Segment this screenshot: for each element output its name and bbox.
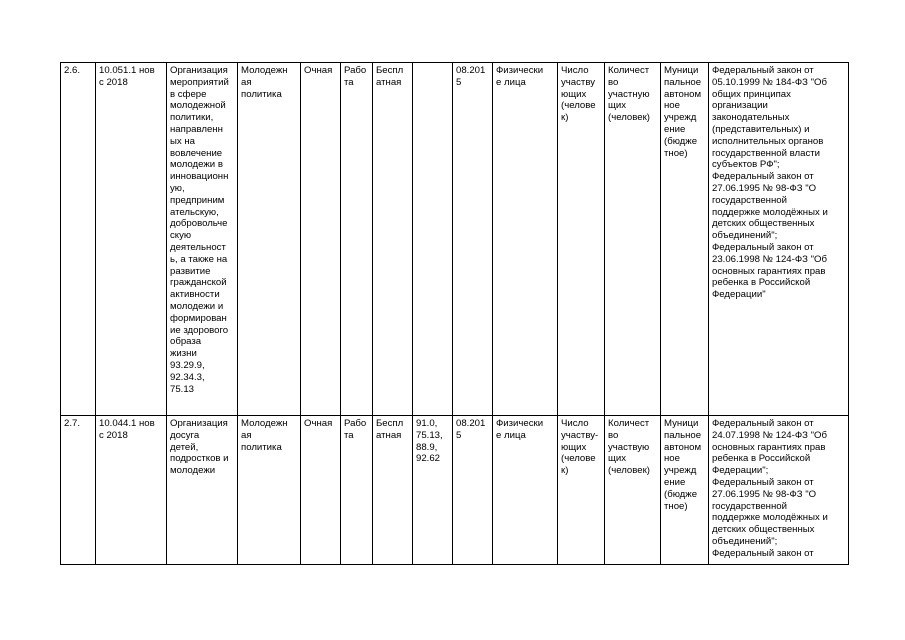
- okved-cell: 91.0, 75.13, 88.9, 92.62: [413, 416, 453, 565]
- indicator-quantity-cell: Количест во участную щих (человек): [605, 63, 661, 416]
- legal-basis-cell: Федеральный закон от 05.10.1999 № 184-ФЗ "Об общих принципах организации законодательных (представительных) и исполнительных органов государственной власти субъектов РФ"; Федеральный закон от 27.06.1995 № 98-ФЗ "О государственной поддержке молодёжных и детских общественных объединений"; Федеральный закон от 23.06.1998 № 124-ФЗ "Об основных гарантиях прав ребенка в Российской Федерации": [709, 63, 849, 416]
- consumer-cell: Физически е лица: [493, 416, 558, 565]
- services-table: [60, 62, 849, 565]
- institution-cell: Муници пальное автоном ное учрежд ение (бюдже тное): [661, 416, 709, 565]
- indicator-count-cell: Число участву- ющих (челове к): [558, 416, 605, 565]
- registry-code-cell: 10.044.1 нов с 2018: [96, 416, 167, 565]
- date-cell: 08.201 5: [453, 63, 493, 416]
- form-cell: Очная: [301, 416, 341, 565]
- institution-cell: Муници пальное автоном ное учрежд ение (бюдже тное): [661, 63, 709, 416]
- legal-basis-cell: Федеральный закон от 24.07.1998 № 124-ФЗ "Об основных гарантиях прав ребенка в Российской Федерации"; Федеральный закон от 27.06.1995 № 98-ФЗ "О государственной поддержке молодёжных и детских общественных объединений"; Федеральный закон от: [709, 416, 849, 565]
- form-cell: Очная: [301, 63, 341, 416]
- service-name-cell: Организация мероприятий в сфере молодежной политики, направленн ых на вовлечение молодежи в инновационн ую, предприним ательскую, добровольче скую деятельност ь, а также на развитие гражданской активности молодежи и формирован ие здорового образа жизни 93.29.9, 92.34.3, 75.13: [167, 63, 238, 416]
- table-row: [61, 416, 849, 565]
- payment-cell: Беспл атная: [373, 416, 413, 565]
- row-number-cell: 2.6.: [61, 63, 96, 416]
- consumer-cell: Физически е лица: [493, 63, 558, 416]
- date-cell: 08.201 5: [453, 416, 493, 565]
- type-cell: Рабо та: [341, 63, 373, 416]
- sphere-cell: Молодежн ая политика: [238, 63, 301, 416]
- service-name-cell: Организация досуга детей, подростков и молодежи: [167, 416, 238, 565]
- table-row: [61, 63, 849, 416]
- indicator-count-cell: Число участву ющих (челове к): [558, 63, 605, 416]
- registry-code-cell: 10.051.1 нов с 2018: [96, 63, 167, 416]
- okved-cell: [413, 63, 453, 416]
- indicator-quantity-cell: Количест во участвую щих (человек): [605, 416, 661, 565]
- type-cell: Рабо та: [341, 416, 373, 565]
- payment-cell: Беспл атная: [373, 63, 413, 416]
- sphere-cell: Молодежн ая политика: [238, 416, 301, 565]
- row-number-cell: 2.7.: [61, 416, 96, 565]
